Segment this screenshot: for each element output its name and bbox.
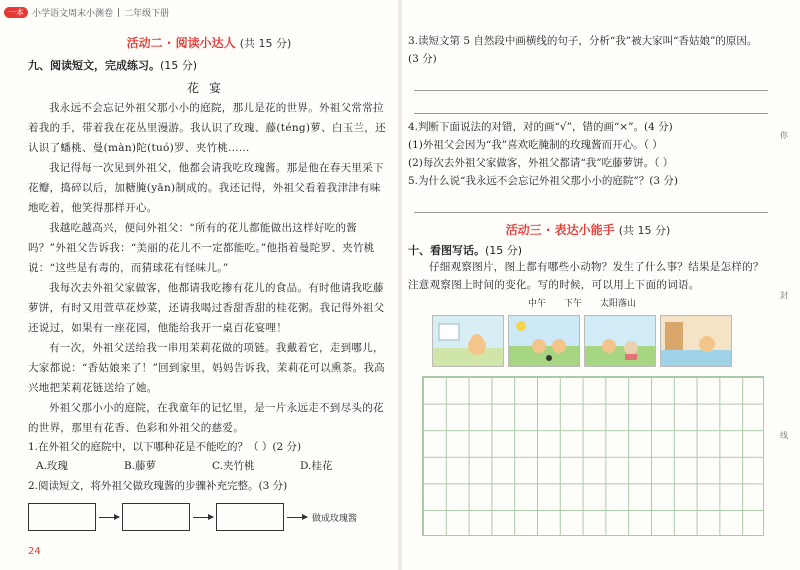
option-d[interactable]: D.桂花 [300, 460, 333, 472]
step-flow [28, 503, 390, 531]
activity-3-title: 活动三 · 表达小能手 (共 15 分) [505, 223, 671, 237]
step-box-3[interactable] [216, 503, 284, 531]
question-5: 5.为什么说“我永远不会忘记外祖父那小小的庭院”？(3 分) [408, 175, 678, 187]
question-4-item: (2)每次去外祖父家做客，外祖父都请“我”吃藤萝饼。（ ） [408, 157, 674, 169]
arrow-icon [287, 517, 307, 518]
grade-label: 二年级下册 [124, 9, 170, 19]
activity-2-title: 活动二 · 阅读小达人 (共 15 分) [126, 36, 292, 50]
scene-afternoon-2-image [584, 315, 656, 367]
question-4: 4.判断下面说法的对错，对的画“√”，错的画“×”。(4 分) [408, 121, 673, 133]
section-10-heading: 十、看图写话。(15 分) [408, 244, 523, 257]
scene-noon-image [432, 315, 504, 367]
question-4-item: (1)外祖父会因为“我”喜欢吃腌制的玫瑰酱而开心。（ ） [408, 139, 663, 151]
question-1-options [36, 458, 390, 473]
question-1: 1.在外祖父的庭院中，以下哪种花是不能吃的？（ ）(2 分) [28, 441, 302, 453]
brand-badge: 一本 [4, 7, 28, 18]
page-header: 一本 小学语文周末小测卷 | 二年级下册 [4, 6, 169, 19]
side-label: 你 [780, 131, 788, 140]
question-3: 3.读短文第 5 自然段中画横线的句子，分析“我”被大家叫“香姑娘”的原因。(3 分) [408, 35, 758, 65]
scene-afternoon-image [508, 315, 580, 367]
paragraph: 有一次，外祖父送给我一串用茉莉花做的项链。我戴着它，走到哪儿，大家都说：“香姑娘来了！”回到家里，妈妈告诉我，茉莉花可以熏茶。我高兴地把茉莉花链送给了她。 [28, 342, 385, 394]
series-title: 小学语文周末小测卷 [32, 9, 114, 19]
paragraph: 我永远不会忘记外祖父那小小的庭院，那儿是花的世界。外祖父常常拉着我的手，带着我在花丛里漫游。我认识了玫瑰、藤(téng)萝、白玉兰，还认识了蟠桃、曼(màn)陀(tuó)罗、夹竹桃…… [28, 102, 386, 154]
side-label: 线 [780, 431, 788, 440]
paragraph: 我每次去外祖父家做客，他都请我吃掺有花儿的食品。有时他请我吃藤萝饼，有时又用萱草花炒菜，还请我喝过香甜香甜的桂花粥。我记得外祖父还说过，如果有一座花园，他能给我开一桌百花宴哩！ [28, 282, 385, 334]
answer-line[interactable] [414, 91, 768, 114]
option-a[interactable]: A.玫瑰 [36, 460, 68, 472]
section-9-heading: 九、阅读短文，完成练习。(15 分) [28, 59, 198, 72]
writing-prompt: 仔细观察图片，图上都有哪些小动物？发生了什么事？结果是怎样的？注意观察图上时间的变化。写的时候，可以用上下面的词语。 [408, 261, 764, 291]
side-label: 封 [780, 291, 788, 300]
option-c[interactable]: C.夹竹桃 [212, 460, 255, 472]
scene-sunset-image [660, 315, 732, 367]
page-number: 24 [28, 546, 41, 557]
paragraph: 我记得每一次见到外祖父，他都会请我吃玫瑰酱。那是他在春天里采下花瓣，捣碎以后，加糖腌(yān)制成的。我还记得，外祖父看着我津津有味地吃着，他笑得那样开心。 [28, 162, 384, 214]
passage-title: 花宴 [186, 81, 231, 95]
writing-grid[interactable] [422, 376, 764, 536]
picture-strip [432, 315, 768, 367]
step-box-1[interactable] [28, 503, 96, 531]
answer-line[interactable] [414, 68, 768, 91]
paragraph: 外祖父那小小的庭院，在我童年的记忆里，是一片永远走不到尽头的花的世界，那里有花香、色彩和外祖父的慈爱。 [28, 402, 384, 434]
arrow-icon [99, 517, 119, 518]
answer-line[interactable] [414, 190, 768, 213]
paragraph: 我越吃越高兴，便问外祖父：“所有的花儿都能做出这样好吃的酱吗？”外祖父告诉我：“美丽的花儿不一定都能吃。”他指着曼陀罗、夹竹桃说：“这些是有毒的，而猜球花有怪味儿。” [28, 222, 375, 274]
time-words: 中午 下午 太阳落山 [528, 299, 637, 309]
question-2: 2.阅读短文，将外祖父做玫瑰酱的步骤补充完整。(3 分) [28, 480, 288, 492]
flow-result: 做成玫瑰酱 [312, 513, 358, 524]
right-page [408, 32, 768, 367]
left-page [28, 6, 390, 531]
option-b[interactable]: B.藤萝 [124, 460, 157, 472]
book-spine [398, 0, 402, 570]
step-box-2[interactable] [122, 503, 190, 531]
arrow-icon [193, 517, 213, 518]
